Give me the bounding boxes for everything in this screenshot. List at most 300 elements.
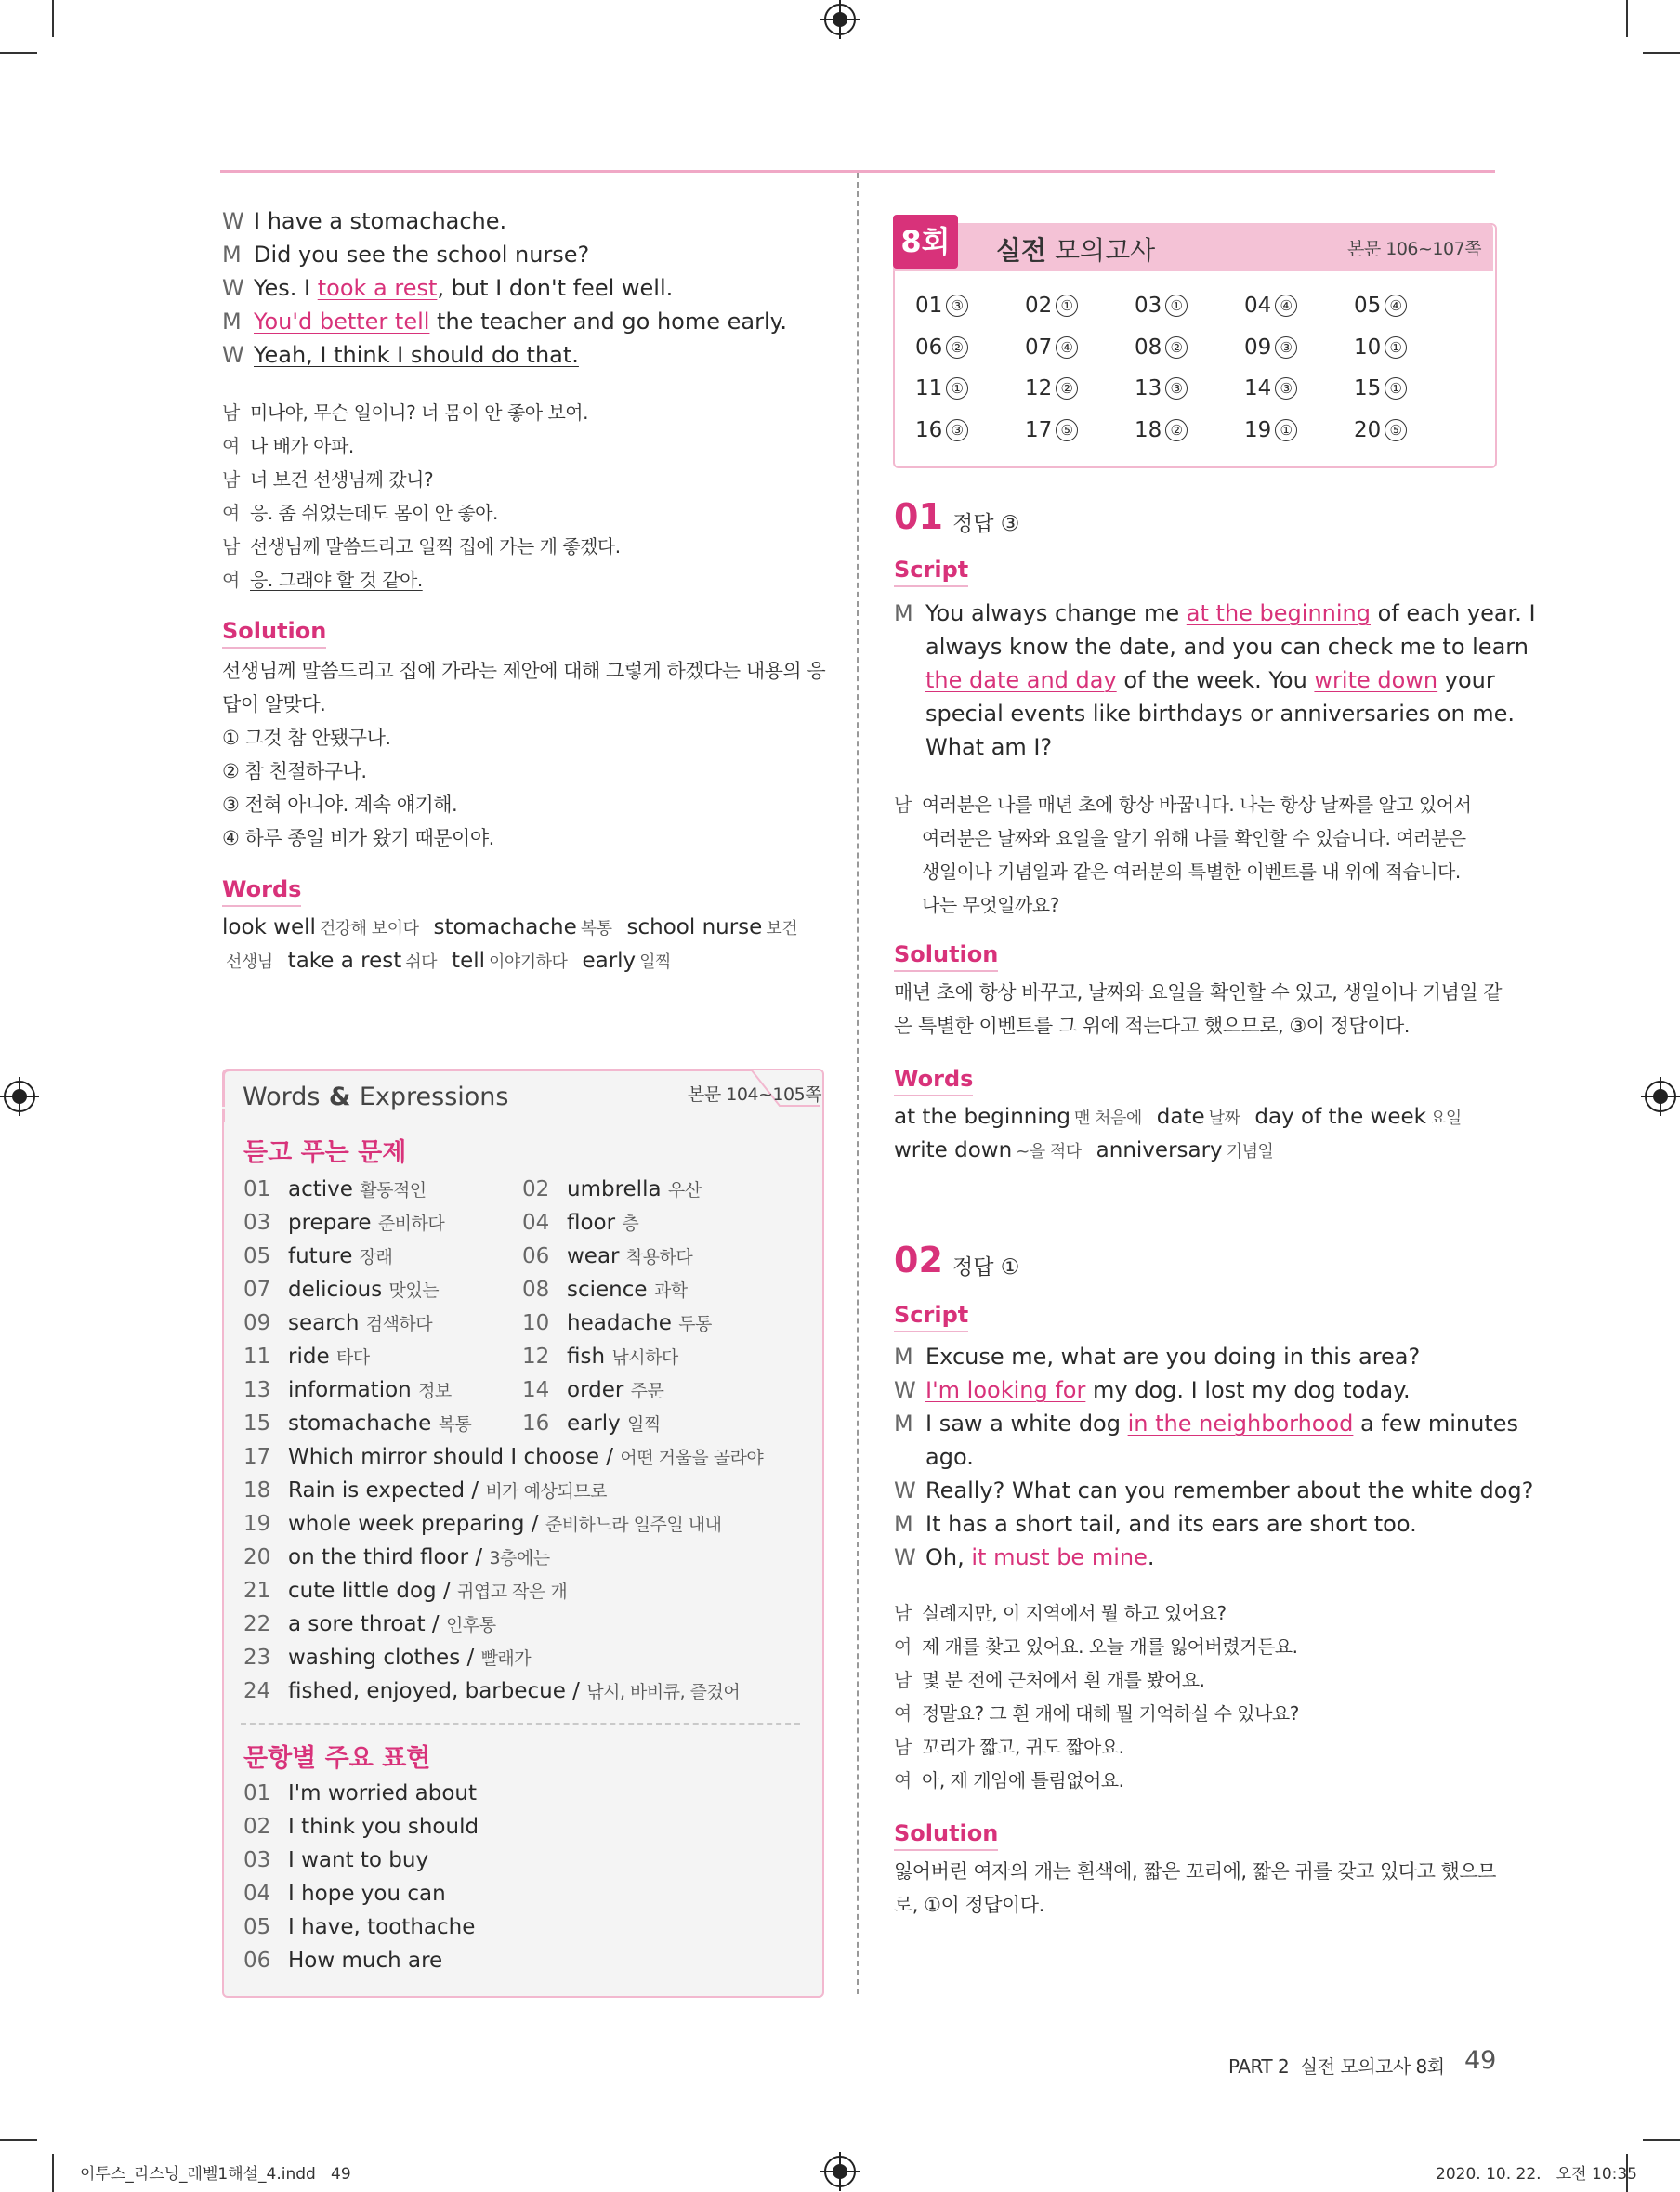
word-english: stomachache [433,915,577,939]
we-expression-item [243,1844,428,1877]
we-word-item [522,1306,712,1341]
we-phrase-item [243,1541,550,1575]
answer-label: 정답 ① [952,1255,1020,1280]
text-run: Really? What can you remember about the white dog? [925,1477,1534,1503]
solution-line: ④ 하루 종일 비가 왔기 때문이야. [222,827,494,849]
word-korean: 활동적인 [360,1180,427,1201]
answer-item [1025,334,1078,361]
answer-number: 02 [1025,294,1053,318]
words-heading: Words [222,875,301,907]
text-run: I'm looking for [925,1377,1086,1403]
korean-line [222,530,621,563]
word-english: school nurse [626,915,763,939]
text-run: I saw a white dog [925,1411,1128,1437]
answer-item [1135,374,1188,402]
we-word-item [243,1206,444,1240]
word-korean: 준비하다 [377,1214,445,1234]
answer-item [915,374,968,402]
we-word-item [243,1306,432,1341]
korean-text: 선생님께 말씀드리고 일찍 집에 가는 게 좋겠다. [250,535,621,558]
answer-choice: ① [1056,295,1078,317]
answer-item [1354,334,1407,361]
speaker-label: 여 [222,435,240,457]
item-number: 08 [522,1278,550,1302]
words-line [894,1134,1288,1169]
word-korean: 복통 [438,1414,472,1435]
word-english: day of the week [1254,1105,1426,1129]
phrase-korean: 낚시, 바비큐, 즐겼어 [586,1682,741,1702]
word-english: umbrella [567,1177,662,1201]
answer-item [1354,374,1407,402]
we-word-item [522,1173,702,1207]
answer-item [1135,292,1188,320]
word-english: write down [894,1138,1013,1162]
text-run: it must be mine [971,1544,1148,1570]
word-korean: 요일 [1429,1109,1462,1128]
item-number: 09 [243,1311,271,1335]
registration-mark-icon [824,2156,856,2187]
phrase-english: cute little dog / [288,1579,458,1603]
item-number: 23 [243,1646,271,1670]
script-line [925,663,1494,697]
answer-number: 11 [915,376,943,400]
crop-mark [52,0,54,37]
speaker-label: M [894,1511,913,1537]
word-korean: 일찍 [639,952,671,972]
word-english: look well [222,915,316,939]
word-english: ride [288,1345,330,1369]
korean-text: 너 보건 선생님께 갔니? [250,468,434,491]
text-run: I have a stomachache. [254,208,507,234]
words-line [222,911,812,946]
text-run: a few minutes [1353,1411,1518,1437]
word-korean: 두통 [678,1314,712,1334]
we-section-listening: 듣고 푸는 문제 [243,1138,407,1167]
item-number: 17 [243,1445,271,1469]
answer-choice: ⑤ [1385,419,1407,441]
korean-line [222,463,433,496]
answer-item [915,416,968,444]
answer-item [1135,334,1188,361]
answer-number: 16 [915,417,943,442]
korean-text: 응. 좀 쉬었는데도 몸이 안 좋아. [250,502,498,524]
word-korean: 검색하다 [365,1314,433,1334]
word-korean: 일찍 [627,1414,661,1435]
crop-mark [52,2154,54,2192]
solution-heading: Solution [894,1819,998,1851]
words-line [222,944,686,979]
speaker-label: M [222,308,242,335]
item-number: 02 [243,1815,271,1839]
registration-mark-icon [4,1081,35,1112]
we-word-item [522,1340,678,1374]
korean-text: 실례지만, 이 지역에서 뭘 하고 있어요? [922,1602,1227,1624]
text-run: the date and day [925,667,1117,693]
item-number: 02 [522,1177,550,1201]
korean-line [894,1730,1124,1764]
crop-mark [1643,2139,1680,2141]
answer-choice: ④ [1275,295,1297,317]
word-korean: 맛있는 [388,1280,440,1301]
word-korean: 정보 [418,1381,452,1401]
answer-number: 14 [1244,376,1272,400]
answer-item [1025,292,1078,320]
script-line [894,1340,1420,1373]
we-title-b: Expressions [359,1083,509,1111]
answer-choice: ① [1385,377,1407,400]
word-english: delicious [288,1278,383,1302]
word-korean: 우산 [667,1180,702,1201]
korean-text: 나 배가 아파. [250,435,354,457]
word-korean: 낚시하다 [611,1347,678,1368]
phrase-korean: 인후통 [445,1615,496,1635]
korean-text: 응. 그래야 할 것 같아. [250,569,423,591]
speaker-label: 여 [894,1635,912,1658]
we-divider [241,1723,800,1725]
we-title [243,1083,508,1111]
crop-mark [1643,52,1680,54]
korean-line [894,1596,1227,1630]
answer-key-title [996,230,1155,268]
question-number: 02 [894,1240,943,1280]
we-word-item [243,1273,439,1307]
word-korean: 기념일 [1226,1142,1274,1162]
we-word-item [243,1340,370,1374]
answer-number: 07 [1025,335,1053,360]
item-number: 07 [243,1278,271,1302]
speaker-label: 남 [222,468,240,491]
answer-key-title-a: 실전 [996,235,1047,266]
answer-choice: ④ [1056,336,1078,359]
text-run: Excuse me, what are you doing in this area? [925,1344,1421,1370]
speaker-label: W [222,342,244,368]
word-korean: 보건 [766,919,798,938]
answer-choice: ① [1275,419,1297,441]
korean-line: 생일이나 기념일과 같은 여러분의 특별한 이벤트를 내 위에 적습니다. [922,860,1461,883]
we-page-ref: 본문 104~105쪽 [688,1084,822,1105]
phrase-english: Which mirror should I choose / [288,1445,621,1469]
answer-number: 08 [1135,335,1162,360]
item-number: 06 [243,1949,271,1973]
word-korean: 층 [622,1214,639,1234]
solution-line: 잃어버린 여자의 개는 흰색에, 짧은 꼬리에, 짧은 귀를 갖고 있다고 했으므 [894,1860,1496,1883]
speaker-label: 여 [894,1769,912,1792]
korean-line [894,1764,1124,1797]
item-number: 12 [522,1345,550,1369]
korean-text: 꼬리가 짧고, 귀도 짧아요. [922,1736,1124,1758]
speaker-label: 남 [222,535,240,558]
word-english: early [567,1411,621,1436]
korean-speaker: 남 [894,794,912,816]
speaker-label: M [894,600,913,626]
dialogue-line [222,271,673,305]
word-english: information [288,1378,412,1402]
word-english: future [288,1244,353,1268]
crop-mark [0,52,37,54]
script-line [894,1373,1411,1407]
item-number: 05 [243,1244,271,1268]
answer-number: 12 [1025,376,1053,400]
words-line [894,1100,1477,1135]
registration-mark-icon [1645,1081,1676,1112]
word-korean: 과학 [653,1280,688,1301]
we-phrase-item [243,1507,721,1542]
registration-mark-icon [824,4,856,35]
solution-line: 매년 초에 항상 바꾸고, 날짜와 요일을 확인할 수 있고, 생일이나 기념일 같 [894,981,1503,1004]
item-number: 03 [243,1211,271,1235]
item-number: 01 [243,1781,271,1805]
script-line [894,1507,1417,1541]
answer-choice: ② [946,336,968,359]
script-line [925,697,1516,730]
question-number: 01 [894,496,943,537]
word-korean: 주문 [630,1381,664,1401]
answer-item [1354,416,1407,444]
solution-heading: Solution [894,940,998,972]
word-english: early [582,949,637,973]
speaker-label: 남 [894,1669,912,1691]
phrase-korean: 준비하느라 일주일 내내 [545,1515,722,1535]
answer-key-title-b: 모의고사 [1046,235,1156,266]
speaker-label: 여 [222,569,240,591]
text-run: of each year. I [1370,600,1536,626]
solution-line: ② 참 친절하구나. [222,760,367,782]
answer-number: 10 [1354,335,1382,360]
korean-text: 아, 제 개임에 틀림없어요. [922,1769,1124,1792]
crop-mark [0,2139,37,2141]
dialogue-line [222,204,506,238]
answer-choice: ③ [946,295,968,317]
item-number: 14 [522,1378,550,1402]
text-run: at the beginning [1186,600,1371,626]
word-english: tell [452,949,485,973]
answer-choice: ① [1165,295,1188,317]
korean-line: 나는 무엇일까요? [922,894,1059,916]
answer-number: 13 [1135,376,1162,400]
phrase-english: on the third floor / [288,1545,490,1569]
answer-item [1354,292,1407,320]
we-phrase-item [243,1440,763,1475]
dialogue-line [222,305,787,338]
solution-line: 답이 알맞다. [222,693,326,715]
answer-label: 정답 ③ [952,512,1020,536]
item-number: 05 [243,1915,271,1939]
solution-line: ③ 전혀 아니야. 계속 얘기해. [222,794,458,816]
text-run: your [1437,667,1495,693]
text-run: my dog. I lost my dog today. [1085,1377,1411,1403]
word-korean: 건강해 보이다 [319,919,419,938]
solution-line: 로, ①이 정답이다. [894,1894,1044,1916]
item-number: 13 [243,1378,271,1402]
answer-choice: ③ [1275,377,1297,400]
script-line [925,730,1494,764]
item-number: 24 [243,1679,271,1703]
answer-item [1244,334,1297,361]
answer-item [915,292,968,320]
answer-item [1244,416,1297,444]
footer-part-label: PART 2 실전 모의고사 8회 [1228,2055,1445,2078]
item-number: 21 [243,1579,271,1603]
korean-text: 몇 분 전에 근처에서 흰 개를 봤어요. [922,1669,1205,1691]
speaker-label: M [222,242,242,268]
print-date: 2020. 10. 22. 오전 10:35 [1436,2165,1637,2184]
expression-text: I'm worried about [288,1781,478,1805]
answer-number: 17 [1025,417,1053,442]
item-number: 04 [243,1882,271,1906]
answer-number: 19 [1244,417,1272,442]
text-run: What am I? [925,734,1053,760]
we-phrase-item [243,1608,496,1642]
speaker-label: 여 [894,1702,912,1725]
phrase-korean: 귀엽고 작은 개 [457,1582,568,1602]
speaker-label: 남 [894,1602,912,1624]
word-english: search [288,1311,360,1335]
text-run: the teacher and go home early. [429,308,788,335]
answer-choice: ② [1165,419,1188,441]
we-phrase-item [243,1674,740,1709]
text-run: write down [1314,667,1438,693]
script-heading: Script [894,556,968,587]
word-korean: ~을 적다 [1016,1142,1082,1162]
answer-number: 09 [1244,335,1272,360]
we-word-item [522,1240,692,1274]
word-korean: 착용하다 [625,1247,693,1267]
korean-line: 여러분은 나를 매년 초에 항상 바꿉니다. 나는 항상 날짜를 알고 있어서 [922,794,1472,816]
phrase-korean: 비가 예상되므로 [485,1481,607,1502]
korean-line [222,563,423,597]
answer-choice: ③ [1275,336,1297,359]
expression-text: I think you should [288,1815,479,1839]
word-english: order [567,1378,624,1402]
we-expression-item [243,1810,479,1844]
word-english: stomachache [288,1411,432,1436]
phrase-english: Rain is expected / [288,1478,486,1503]
answer-choice: ② [1056,377,1078,400]
we-expression-item [243,1910,475,1944]
korean-line [222,429,354,463]
word-english: headache [567,1311,672,1335]
item-number: 04 [522,1211,550,1235]
we-phrase-item [243,1641,531,1675]
word-korean: 선생님 [226,952,273,972]
script-line [894,1474,1533,1507]
speaker-label: W [222,275,244,301]
answer-number: 01 [915,294,943,318]
answer-number: 05 [1354,294,1382,318]
we-title-a: Words [243,1083,321,1111]
test-number-badge: 8회 [893,215,958,269]
word-english: science [567,1278,648,1302]
text-run: took a rest [317,275,438,301]
speaker-label: 남 [894,1736,912,1758]
korean-text: 제 개를 찾고 있어요. 오늘 개를 잃어버렸거든요. [922,1635,1298,1658]
item-number: 18 [243,1478,271,1503]
korean-text: 정말요? 그 흰 개에 대해 뭘 기억하실 수 있나요? [922,1702,1299,1725]
we-section-expressions: 문항별 주요 표현 [243,1744,431,1773]
we-word-item [522,1373,663,1408]
speaker-label: W [894,1377,916,1403]
text-run: of the week. You [1116,667,1315,693]
phrase-korean: 3층에는 [489,1548,550,1569]
korean-text: 미나야, 무슨 일이니? 너 몸이 안 좋아 보여. [250,401,588,424]
phrase-english: fished, enjoyed, barbecue / [288,1679,587,1703]
solution-line: 은 특별한 이벤트를 그 위에 적는다고 했으므로, ③이 정답이다. [894,1015,1410,1037]
script-line [894,1440,974,1474]
text-run: . [1147,1544,1155,1570]
item-number: 10 [522,1311,550,1335]
text-run: Oh, [925,1544,972,1570]
word-english: floor [567,1211,616,1235]
speaker-label: W [222,208,244,234]
word-english: active [288,1177,353,1201]
expression-text: I have, toothache [288,1915,476,1939]
script-line [925,597,1536,630]
text-run: You always change me [925,600,1187,626]
item-number: 20 [243,1545,271,1569]
korean-line [222,396,588,429]
we-word-item [522,1273,688,1307]
words-heading: Words [894,1065,973,1096]
item-number: 22 [243,1612,271,1636]
word-english: date [1156,1105,1205,1129]
word-korean: 타다 [335,1347,370,1368]
answer-choice: ① [946,377,968,400]
speaker-label: W [894,1544,916,1570]
word-english: take a rest [287,949,402,973]
script-line [925,630,1529,663]
word-korean: 장래 [359,1247,393,1267]
page-number: 49 [1464,2046,1497,2075]
speaker-label: M [894,1411,913,1437]
answer-number: 03 [1135,294,1162,318]
crop-mark [1626,0,1628,37]
script-heading: Script [894,1301,968,1332]
phrase-english: washing clothes / [288,1646,481,1670]
text-run: Did you see the school nurse? [254,242,590,268]
answer-number: 04 [1244,294,1272,318]
expression-text: I want to buy [288,1848,429,1872]
phrase-korean: 어떤 거울을 골라야 [620,1448,764,1468]
answer-choice: ① [1385,336,1407,359]
text-run: Yes. I [254,275,318,301]
word-english: at the beginning [894,1105,1070,1129]
text-run: ago. [925,1444,974,1470]
solution-heading: Solution [222,617,326,649]
we-word-item [243,1240,392,1274]
we-expression-item [243,1944,442,1977]
we-phrase-item [243,1574,567,1608]
korean-line [894,1663,1204,1697]
answer-choice: ⑤ [1056,419,1078,441]
we-word-item [243,1373,452,1408]
we-phrase-item [243,1474,607,1508]
word-korean: 이야기하다 [489,952,568,972]
word-korean: 복통 [580,919,612,938]
answer-choice: ③ [946,419,968,441]
text-run: You'd better tell [254,308,430,335]
word-english: prepare [288,1211,372,1235]
file-info: 이투스_리스닝_레벨1해설_4.indd 49 [80,2165,351,2184]
answer-choice: ② [1165,336,1188,359]
dialogue-line [222,338,579,372]
korean-line [222,496,498,530]
text-run: , but I don't feel well. [437,275,674,301]
answer-item [1244,292,1297,320]
answer-item [1025,416,1078,444]
we-word-item [243,1407,471,1441]
answer-number: 20 [1354,417,1382,442]
item-number: 19 [243,1512,271,1536]
